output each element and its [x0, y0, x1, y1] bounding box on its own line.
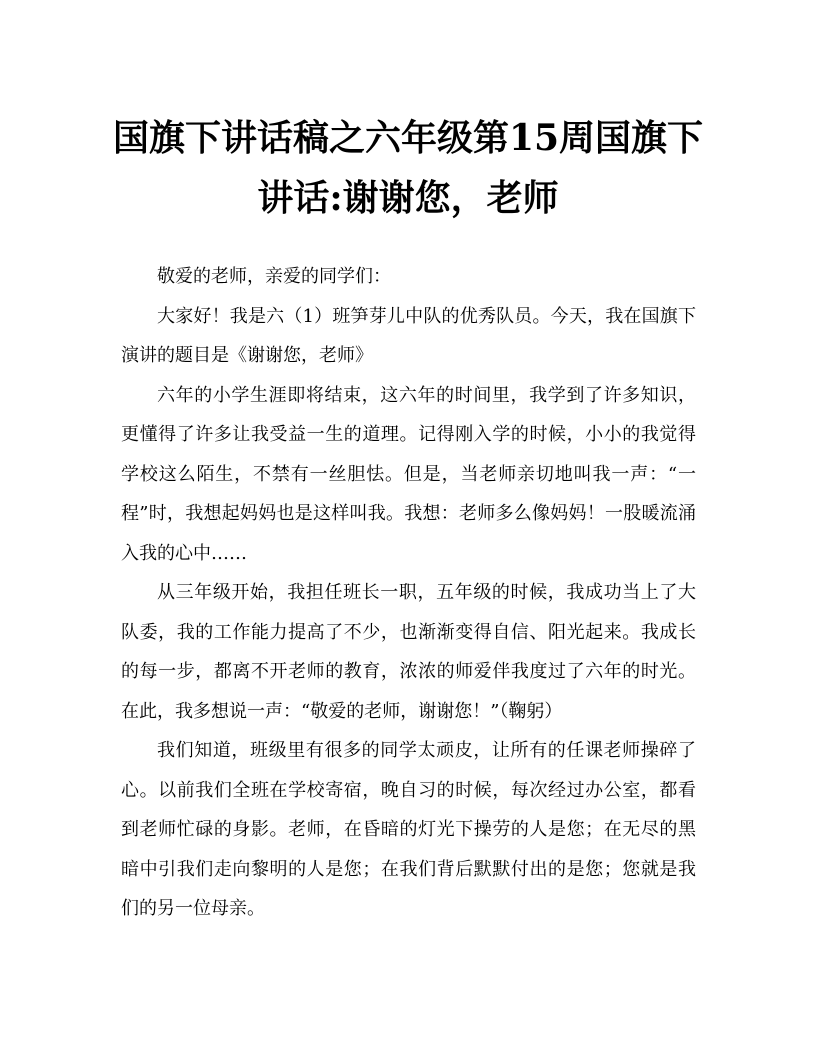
- body-paragraph-2: 从三年级开始，我担任班长一职，五年级的时候，我成功当上了大队委，我的工作能力提高了不少，也渐渐变得自信、阳光起来。我成长的每一步，都离不开老师的教育，浓浓的师爱伴我度过了六年的时光。在此，我多想说一声：“敬爱的老师，谢谢您！”（鞠躬）: [121, 582, 696, 722]
- body-paragraph-3: 我们知道，班级里有很多的同学太顽皮，让所有的任课老师操碎了心。以前我们全班在学校寄宿，晚自习的时候，每次经过办公室，都看到老师忙碌的身影。老师，在昏暗的灯光下操劳的人是您；在无尽的黑暗中引我们走向黎明的人是您；在我们背后默默付出的是您；您就是我们的另一位母亲。: [121, 740, 696, 919]
- salutation-paragraph: 敬爱的老师，亲爱的同学们：: [157, 266, 391, 287]
- title-line-2: 讲话:谢谢您，老师: [257, 177, 559, 219]
- body-paragraph-1: 六年的小学生涯即将结束，这六年的时间里，我学到了许多知识，更懂得了许多让我受益一生的道理。记得刚入学的时候，小小的我觉得学校这么陌生，不禁有一丝胆怯。但是，当老师亲切地叫我一声：“一程”时，我想起妈妈也是这样叫我。我想：老师多么像妈妈！一股暖流涌入我的心中……: [121, 384, 696, 564]
- title-line-1: 国旗下讲话稿之六年级第15周国旗下: [112, 117, 704, 159]
- greeting-paragraph: 大家好！我是六（1）班笋芽儿中队的优秀队员。今天，我在国旗下演讲的题目是《谢谢您，老师》: [121, 305, 696, 366]
- document-title: [100, 108, 716, 228]
- document-body: [121, 257, 696, 929]
